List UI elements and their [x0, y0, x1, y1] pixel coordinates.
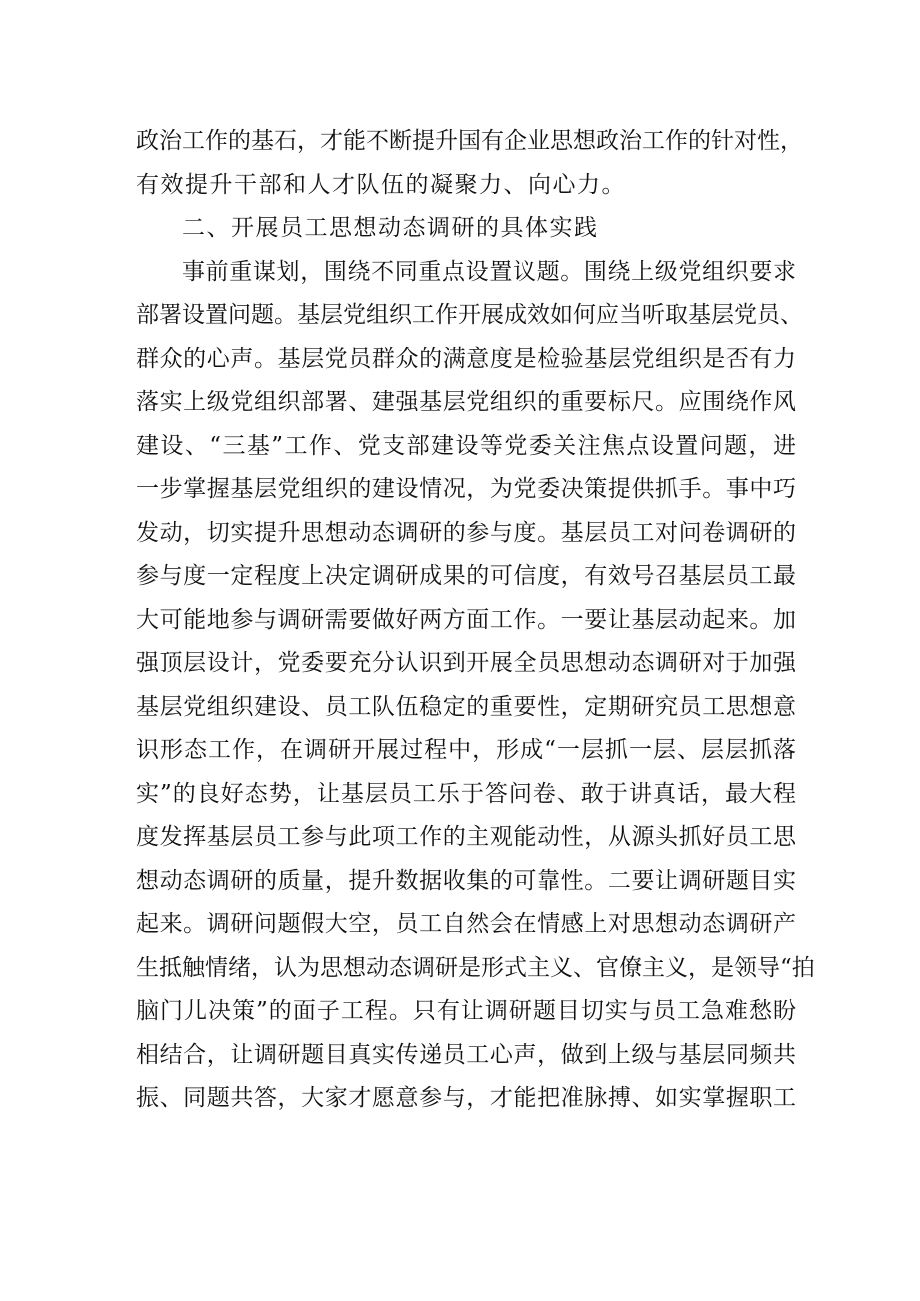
text-line-6: 群众的心声。基层党员群众的满意度是检验基层党组织是否有力 [136, 345, 796, 372]
body-text [136, 120, 815, 1121]
text-line-13: 强顶层设计，党委要充分认识到开展全员思想动态调研对于加强 [136, 650, 796, 676]
text-line-19: 起来。调研问题假大空，员工自然会在情感上对思想动态调研产 [136, 911, 796, 937]
text-line-15: 识形态工作，在调研开展过程中，形成“一层抓一层、层层抓落 [136, 737, 796, 763]
text-line-7: 落实上级党组织部署、建强基层党组织的重要标尺。应围绕作风 [136, 389, 796, 415]
text-line-14: 基层党组织建设、员工队伍稳定的重要性，定期研究员工思想意 [136, 693, 796, 720]
text-line-11: 参与度一定程度上决定调研成果的可信度，有效号召基层员工最 [136, 563, 796, 589]
text-line-10: 发动，切实提升思想动态调研的参与度。基层员工对问卷调研的 [136, 519, 796, 546]
text-line-22: 相结合，让调研题目真实传递员工心声，做到上级与基层同频共 [136, 1041, 796, 1068]
section-heading: 二、开展员工思想动态调研的具体实践 [182, 215, 599, 241]
text-line-9: 一步掌握基层党组织的建设情况，为党委决策提供抓手。事中巧 [136, 476, 796, 502]
text-line-18: 想动态调研的质量，提升数据收集的可靠性。二要让调研题目实 [136, 867, 796, 894]
text-line-23: 振、同题共答，大家才愿意参与，才能把准脉搏、如实掌握职工 [136, 1085, 796, 1111]
text-line-4: 事前重谋划，围绕不同重点设置议题。围绕上级党组织要求 [182, 258, 796, 285]
text-line-5: 部署设置问题。基层党组织工作开展成效如何应当听取基层党员、 [136, 302, 803, 328]
text-line-17: 度发挥基层员工参与此项工作的主观能动性，从源头抓好员工思 [136, 824, 796, 850]
text-line-2: 有效提升干部和人才队伍的凝聚力、向心力。 [136, 171, 626, 198]
text-line-8: 建设、“三基”工作、党支部建设等党委关注焦点设置问题，进 [136, 432, 796, 459]
text-line-20: 生抵触情绪，认为思想动态调研是形式主义、官僚主义，是领导“拍 [136, 954, 815, 981]
text-line-12: 大可能地参与调研需要做好两方面工作。一要让基层动起来。加 [136, 606, 796, 633]
text-line-16: 实”的良好态势，让基层员工乐于答问卷、敢于讲真话，最大程 [136, 780, 796, 807]
text-line-1: 政治工作的基石，才能不断提升国有企业思想政治工作的针对性， [136, 128, 803, 154]
text-line-21: 脑门儿决策”的面子工程。只有让调研题目切实与员工急难愁盼 [136, 998, 796, 1024]
